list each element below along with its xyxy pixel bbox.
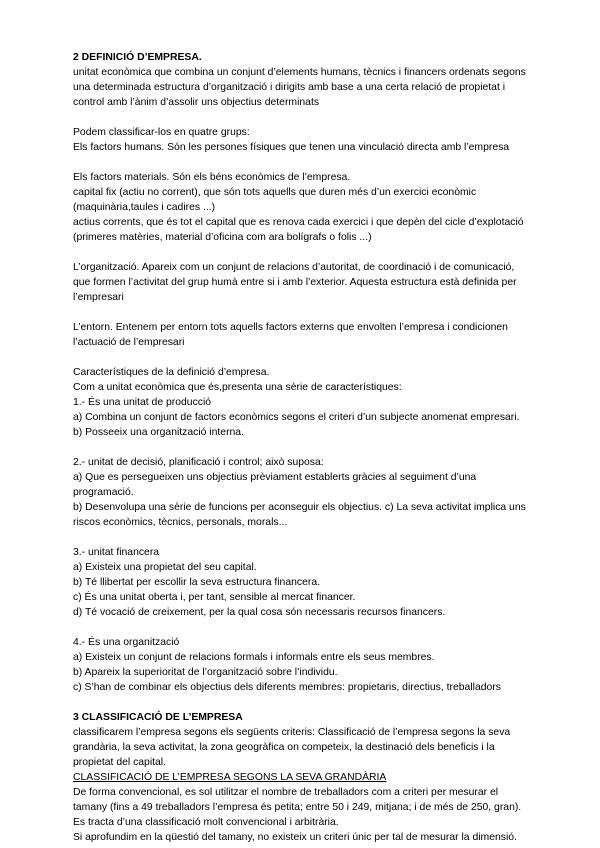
groups-intro: Podem classificar-los en quatre grups:: [73, 127, 250, 138]
financial-line: c) És una unitat oberta i, per tant, sensible al mercat financer.: [73, 592, 356, 603]
environment-line: L’entorn. Entenem per entorn tots aquells factors externs que envolten l’empresa i condicionen: [73, 322, 508, 333]
material-factors-line: capital fix (actiu no corrent), que són tots aquells que duren més d’un exercici econòmic: [73, 187, 477, 198]
section-3-title: 3 CLASSIFICACIÓ DE L’EMPRESA: [73, 712, 243, 723]
characteristics-line: Com a unitat econòmica que és,presenta una sèrie de característiques:: [73, 382, 402, 393]
material-factors-line: (maquinària,taules i cadires ...): [73, 202, 216, 213]
size-text-line: Es tracta d’una classificació molt convencional i arbitrària.: [73, 817, 339, 828]
characteristics-line: 1.- És una unitat de producció: [73, 397, 212, 408]
human-factors: Els factors humans. Són les persones físiques que tenen una vinculació directa amb l’empresa: [73, 142, 510, 153]
size-text-line: tamany (fins a 49 treballadors l’empresa és petita; entre 50 i 249, mitjana; i de més de 250, gran).: [73, 802, 522, 813]
size-text-line: Si aprofundim en la qüestió del tamany, no existeix un criteri únic per tal de mesurar la dimensió.: [73, 832, 517, 843]
size-subheading: CLASSIFICACIÓ DE L’EMPRESA SEGONS LA SEVA GRANDÀRIA: [73, 772, 387, 783]
material-factors-line: Els factors materials. Són els béns econòmics de l’empresa.: [73, 172, 351, 183]
org-unit-line: 4.- És una organització: [73, 637, 180, 648]
org-unit-line: a) Existeix un conjunt de relacions formals i informals entre els seus membres.: [73, 652, 435, 663]
definition-line: control amb l’ànim d’assolir uns objectius determinats: [73, 97, 320, 108]
decision-line: a) Que es persegueixen uns objectius prèviament establerts gràcies al seguiment d’una: [73, 472, 477, 483]
section-2-title: 2 DEFINICIÓ D’EMPRESA.: [73, 52, 202, 63]
document-page: [73, 50, 573, 845]
org-unit-line: c) S’han de combinar els objectius dels diferents membres: propietaris, directius, treballadors: [73, 682, 501, 693]
definition-line: una determinada estructura d’organització i dirigits amb base a una certa relació de propietat i: [73, 82, 506, 93]
definition-line: unitat econòmica que combina un conjunt d’elements humans, tècnics i financers ordenats segons: [73, 67, 526, 78]
characteristics-line: Característiques de la definició d’empresa.: [73, 367, 270, 378]
financial-line: a) Existeix una propietat del seu capital.: [73, 562, 257, 573]
classification-intro-line: classificarem l’empresa segons els següents criteris: Classificació de l’empresa segons la seva: [73, 727, 511, 738]
financial-line: b) Té llibertat per escollir la seva estructura financera.: [73, 577, 320, 588]
organization-line: l’empresari: [73, 292, 124, 303]
characteristics-line: a) Combina un conjunt de factors econòmics segons el criteri d’un subjecte anomenat empresari.: [73, 412, 520, 423]
organization-line: que formen l’activitat del grup humà entre si i amb l’exterior. Aquesta estructura està definida per: [73, 277, 517, 288]
environment-line: l’actuació de l’empresari: [73, 337, 185, 348]
size-text-line: De forma convencional, es sol utilitzar el nombre de treballadors com a criteri per mesurar el: [73, 787, 499, 798]
classification-intro-line: propietat del capital.: [73, 757, 166, 768]
decision-line: 2.- unitat de decisió, planificació i control; això suposa:: [73, 457, 324, 468]
organization-line: L’organització. Apareix com un conjunt de relacions d’autoritat, de coordinació i de comunicació,: [73, 262, 515, 273]
decision-line: b) Desenvolupa una sèrie de funcions per aconseguir els objectius. c) La seva activitat implica uns: [73, 502, 526, 513]
classification-intro-line: grandària, la seva activitat, la zona geogràfica on competeix, la destinació dels beneficis i la: [73, 742, 495, 753]
financial-line: 3.- unitat financera: [73, 547, 160, 558]
decision-line: programació.: [73, 487, 134, 498]
decision-line: riscos econòmics, tècnics, personals, morals...: [73, 517, 288, 528]
org-unit-line: b) Apareix la superioritat de l’organització sobre l’individu.: [73, 667, 338, 678]
material-factors-line: actius corrents, que és tot el capital que es renova cada exercici i que depèn del cicle d’explotació: [73, 217, 524, 228]
financial-line: d) Té vocació de creixement, per la qual cosa són necessaris recursos financers.: [73, 607, 446, 618]
characteristics-line: b) Posseeix una organització interna.: [73, 427, 244, 438]
material-factors-line: (primeres matèries, material d’oficina com ara bolígrafs o folis ...): [73, 232, 372, 243]
